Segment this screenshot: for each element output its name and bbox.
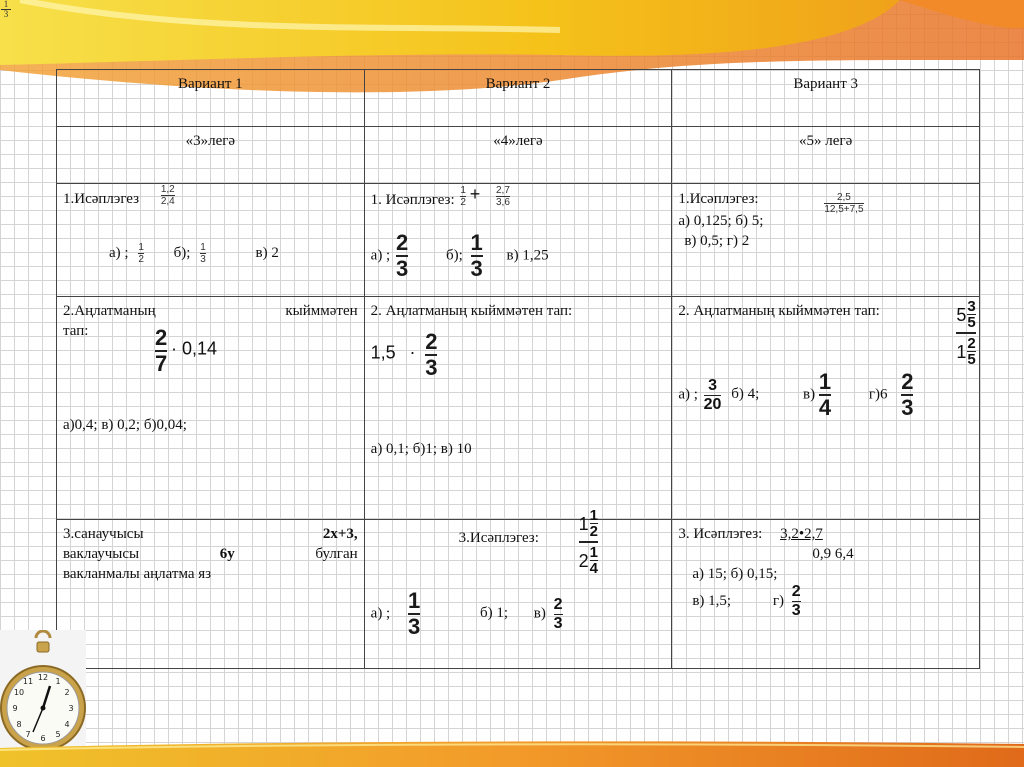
v3-t2-compound-fraction: 5 3 5 1 2 5: [956, 298, 976, 368]
v1-t1-answers: а) ; $\frac{1}{2}$ б); $\frac{1}{3}$ в) 2: [109, 242, 279, 265]
v2-task-3: 3.Исәплэгез: 1 1 2 2 1 4 а) ; $\frac{1}{3}$ б) 1; в) $\frac{2}{3}$: [364, 520, 672, 669]
svg-text:3: 3: [68, 704, 74, 713]
svg-text:1: 1: [55, 677, 61, 686]
v2-t1-answers: а) ; $\frac{2}{3}$ б); $\frac{1}{3}$ в) 1,25: [370, 230, 549, 281]
v3-task-1: 1.Исәплэгез: $\frac{2,5}{12,5+7,5}$ а) 0,125; б) 5; в) 0,5; г) 2: [672, 184, 980, 297]
v2-task-2: 2. Аңлатманың кыйммәтен тап: 1,5 · $\frac{2}{3}$ а) 0,1; б)1; в) 10: [364, 297, 672, 520]
v2-t2-expression: 1,5 · $\frac{2}{3}$: [370, 329, 438, 380]
svg-text:2: 2: [64, 688, 70, 697]
v3-t2-answers: а) ; $\frac{3}{20}$ б) 4; в) $\frac{1}{4}$ г)6 $\frac{2}{3}$: [678, 369, 914, 420]
v1-task-3: 3.санаучысы 2x+3, ваклаучысы 6у булган вакланмалы аңлатма яз: [57, 520, 365, 669]
svg-text:6: 6: [40, 734, 46, 743]
v1-task-2: 2.Аңлатманың кыйммәтен тап: $\frac{2}{7}$ · 0,14 а)0,4; в) 0,2; б)0,04;: [57, 297, 365, 520]
header-row: [57, 70, 980, 127]
v2-t3-answers: а) ; $\frac{1}{3}$ б) 1; в) $\frac{2}{3}$: [370, 588, 563, 639]
svg-text:4: 4: [64, 720, 70, 729]
task-3-row: [57, 520, 980, 669]
header-variant-1: Вариант 1: [57, 70, 365, 127]
footer-banner: [0, 738, 1024, 767]
v3-task-3: 3. Исәплэгез: 3,2•2,7 0,9 6,4 а) 15; б) 0,15; в) 1,5; г) $\frac{2}{3}$: [672, 520, 980, 669]
v2-t3-compound-fraction: 1 1 2 2 1 4: [578, 507, 599, 577]
svg-text:12: 12: [37, 673, 49, 682]
svg-text:9: 9: [12, 704, 18, 713]
task-1-row: [57, 184, 980, 297]
svg-text:5: 5: [55, 730, 61, 739]
worksheet-table: [56, 69, 980, 669]
level-5: «5» легә: [672, 127, 980, 184]
v1-t2-expression: $\frac{2}{7}$ · 0,14: [155, 325, 218, 376]
svg-text:7: 7: [25, 730, 31, 739]
task-2-row: [57, 297, 980, 520]
header-variant-2: Вариант 2: [364, 70, 672, 127]
v2-task-1: 1. Исәплэгез: $\frac{1}{2}$ + $\frac{2,7}{3,6}$ а) ; $\frac{2}{3}$ б); $\frac{1}{3}$ в) 1,25: [364, 184, 672, 297]
corner-fraction: $\frac{1}{3}$: [1, 0, 11, 19]
svg-text:11: 11: [22, 677, 34, 686]
v3-t3-answers-line3: в) 1,5; г) $\frac{2}{3}$: [692, 583, 801, 619]
v1-task-1: 1.Исәплэгез $\frac{1,2}{2,4}$ а) ; $\frac{1}{2}$ б); $\frac{1}{3}$ в) 2: [57, 184, 365, 297]
svg-text:10: 10: [13, 688, 25, 697]
svg-text:8: 8: [16, 720, 22, 729]
v1-t1-fraction: $\frac{1,2}{2,4}$: [160, 184, 175, 207]
level-row: [57, 127, 980, 184]
v3-task-2: 2. Аңлатманың кыйммәтен тап: 5 3 5 1 2 5 а) ; $\frac{3}{20}$ б) 4; в) $\frac{1}{4}$ г)6 $\frac{2}{3}$: [672, 297, 980, 520]
level-4: «4»легә: [364, 127, 672, 184]
header-variant-3: Вариант 3: [672, 70, 980, 127]
level-3: «3»легә: [57, 127, 365, 184]
